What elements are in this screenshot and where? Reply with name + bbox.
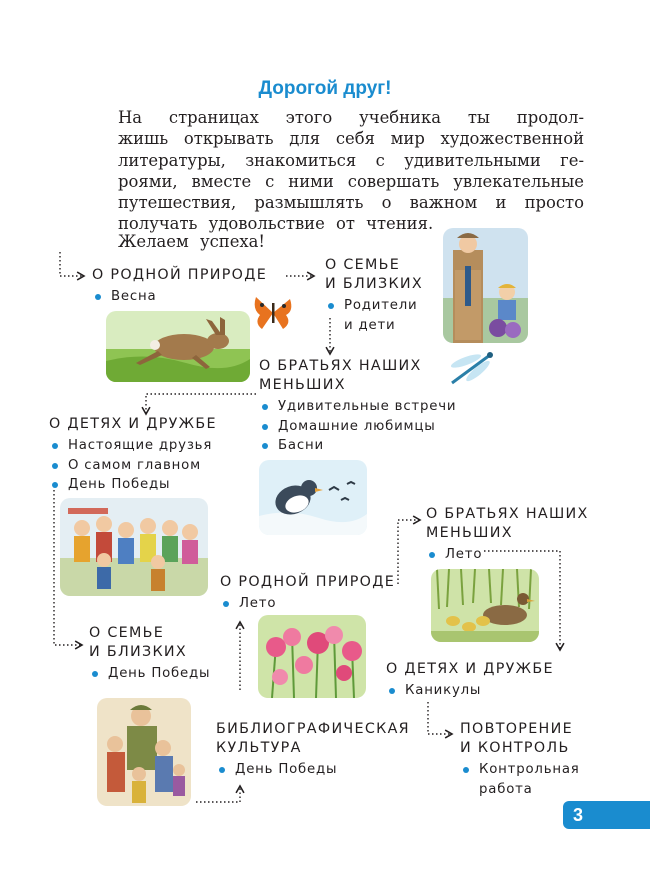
section-heading: БИБЛИОГРАФИЧЕСКАЯ [216, 721, 410, 737]
flow-arrow [428, 702, 452, 734]
intro-line: роями, вместе с ними совершать увлекательные [118, 171, 584, 191]
section-item: Лето [426, 545, 589, 565]
section-item: День Победы [49, 475, 217, 495]
section-item: День Победы [216, 760, 410, 780]
section-item: Домашние любимцы [259, 417, 456, 437]
page-title: Дорогой друг! [258, 78, 392, 99]
bullet-dot [223, 601, 229, 607]
section-children-friendship-2 [386, 660, 554, 701]
section-heading: О БРАТЬЯХ НАШИХ [426, 506, 589, 522]
flow-arrow [54, 490, 82, 645]
wish-text: Желаем успеха! [118, 232, 266, 251]
section-heading: О РОДНОЙ ПРИРОДЕ [220, 574, 396, 590]
section-heading: О РОДНОЙ ПРИРОДЕ [92, 267, 268, 283]
section-review-control [460, 720, 580, 799]
section-item: Удивительные встречи [259, 397, 456, 417]
section-item: Басни [259, 436, 456, 456]
section-heading: О ДЕТЯХ И ДРУЖБЕ [386, 661, 554, 677]
section-item: Лето [220, 594, 395, 614]
section-family-2 [89, 624, 210, 684]
bullet-dot [429, 552, 435, 558]
bullet-dot [262, 404, 268, 410]
section-native-nature-spring [92, 266, 267, 307]
bullet-dot [389, 688, 395, 694]
section-item: и дети [344, 317, 396, 333]
section-heading: О ДЕТЯХ И ДРУЖБЕ [49, 416, 217, 432]
section-animals-2 [426, 505, 589, 565]
flow-arrow [398, 520, 420, 584]
section-heading: КУЛЬТУРА [216, 740, 302, 756]
section-heading: МЕНЬШИХ [426, 525, 513, 541]
intro-line: жишь открывать для себя мир художественной [118, 129, 584, 149]
section-item: Настоящие друзья [49, 436, 217, 456]
section-heading: И КОНТРОЛЬ [460, 740, 570, 756]
section-animals-1 [259, 357, 456, 456]
page-number: 3 [563, 801, 650, 829]
bullet-dot [219, 767, 225, 773]
flow-arrow [196, 786, 240, 802]
bullet-dot [328, 303, 334, 309]
bullet-dot [262, 424, 268, 430]
section-heading: МЕНЬШИХ [259, 377, 346, 393]
section-heading: И БЛИЗКИХ [325, 276, 423, 292]
intro-line: получать удовольствие от чтения. [118, 214, 434, 234]
section-native-nature-summer [220, 573, 395, 614]
section-heading: ПОВТОРЕНИЕ [460, 721, 573, 737]
section-item: Контрольная [460, 760, 580, 780]
bullet-dot [52, 482, 58, 488]
section-item: День Победы [89, 664, 210, 684]
flow-arrow [484, 551, 560, 650]
section-heading: О СЕМЬЕ [325, 257, 401, 273]
section-item: Родители [325, 296, 423, 316]
section-item: Весна [92, 287, 267, 307]
section-item: работа [479, 781, 533, 797]
section-children-friendship-1 [49, 415, 217, 495]
section-heading: О БРАТЬЯХ НАШИХ [259, 358, 422, 374]
flow-arrow [146, 394, 256, 414]
intro-line: путешествия, размышлять о важном и просто [118, 193, 584, 213]
bullet-dot [92, 671, 98, 677]
section-item: О самом главном [49, 456, 217, 476]
section-item: Каникулы [386, 681, 554, 701]
bullet-dot [463, 767, 469, 773]
section-heading: О СЕМЬЕ [89, 625, 165, 641]
bullet-dot [52, 463, 58, 469]
bullet-dot [52, 443, 58, 449]
section-heading: И БЛИЗКИХ [89, 644, 187, 660]
bullet-dot [262, 443, 268, 449]
intro-line: литературы, знакомиться с удивительными ге- [118, 150, 584, 170]
section-bibliography [216, 720, 410, 780]
section-family-1 [325, 256, 423, 335]
flow-arrow [60, 252, 84, 276]
intro-line: На страницах этого учебника ты продол- [118, 108, 584, 127]
bullet-dot [95, 294, 101, 300]
